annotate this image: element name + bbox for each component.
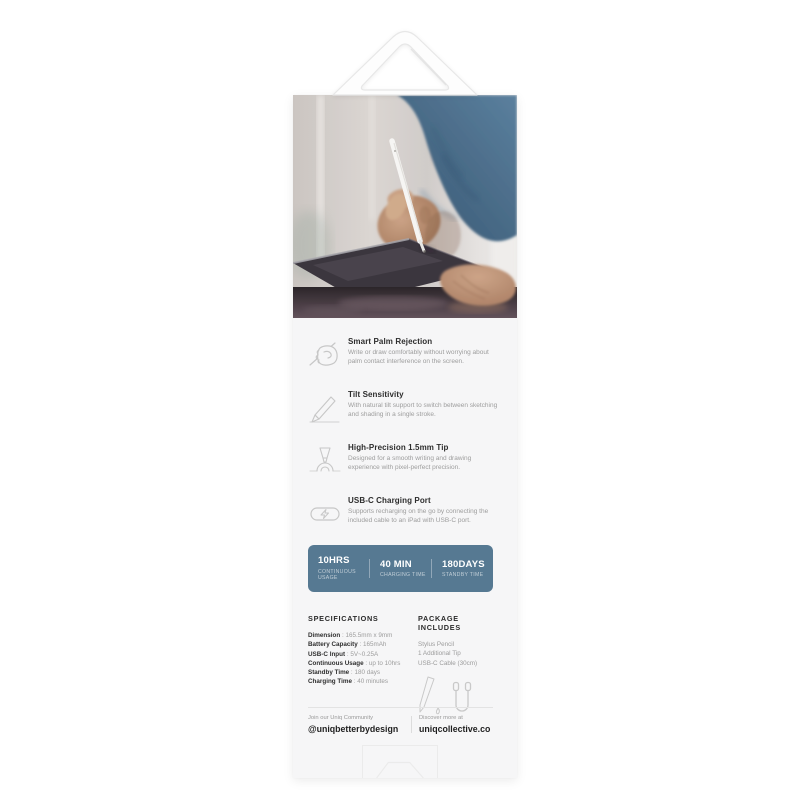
feature-title: USB-C Charging Port <box>348 496 431 505</box>
feature-list <box>308 337 504 549</box>
spec-continuous-usage: Continuous Usage : up to 10hrs <box>308 659 401 667</box>
hang-tab <box>329 29 481 97</box>
stat-standby-time <box>431 559 493 579</box>
stat-value: 10HRS <box>318 555 350 567</box>
stat-label: CONTINUOUS USAGE <box>318 568 356 582</box>
feature-row-tilt <box>308 390 504 430</box>
feature-row-precision-tip <box>308 443 504 483</box>
tuck-flap-outline-icon <box>363 746 437 778</box>
stylus-pencil-icon <box>418 675 442 715</box>
include-additional-tip: 1 Additional Tip <box>418 650 461 658</box>
lifestyle-photo <box>293 95 517 318</box>
hang-tab-icon <box>329 29 481 97</box>
spec-dimension: Dimension : 165.5mm x 9mm <box>308 632 393 639</box>
feature-title: Tilt Sensitivity <box>348 390 404 399</box>
feature-description: Designed for a smooth writing and drawing experience with pixel-perfect precision. <box>348 455 472 471</box>
usbc-icon <box>308 496 348 536</box>
stat-label: CHARGING TIME <box>380 572 426 579</box>
community-footer <box>308 715 504 734</box>
feature-title: High-Precision 1.5mm Tip <box>348 443 449 452</box>
spec-battery-capacity: Battery Capacity : 165mAh <box>308 641 387 649</box>
instagram-handle: @uniqbetterbydesign <box>308 723 399 734</box>
photo-illustration <box>293 95 517 318</box>
community-divider <box>411 716 412 733</box>
feature-description: Write or draw comfortably without worrying about palm contact interference on the screen. <box>348 349 489 365</box>
stat-continuous-usage <box>308 555 369 581</box>
community-right <box>419 715 504 734</box>
spec-charging-time: Charging Time : 40 minutes <box>308 678 389 686</box>
package-includes-heading: PACKAGE INCLUDES <box>418 614 461 632</box>
stat-value: 180DAYS <box>442 558 485 570</box>
community-left <box>308 715 411 734</box>
palm-rejection-icon <box>308 337 348 377</box>
specifications-column <box>308 614 418 715</box>
stats-band <box>308 545 493 592</box>
precision-tip-icon <box>308 443 348 483</box>
tilt-icon <box>308 390 348 430</box>
feature-description: With natural tilt support to switch between sketching and shading in a single stroke. <box>348 402 498 418</box>
spec-usbc-input: USB-C Input : 5V~0.25A <box>308 650 379 658</box>
stylus-box-back-panel <box>293 95 517 778</box>
specs-section <box>308 614 504 715</box>
usbc-cable-icon <box>451 681 473 715</box>
community-caption: Join our Uniq Community <box>308 715 374 721</box>
feature-title: Smart Palm Rejection <box>348 337 433 346</box>
package-includes-column <box>418 614 504 715</box>
feature-description: Supports recharging on the go by connecting the included cable to an iPad with USB-C port. <box>348 508 489 524</box>
feature-row-usbc <box>308 496 504 536</box>
feature-row-palm-rejection <box>308 337 504 377</box>
stat-label: STANDBY TIME <box>442 572 484 579</box>
specifications-heading: SPECIFICATIONS <box>308 614 379 623</box>
include-stylus-pencil: Stylus Pencil <box>418 641 455 648</box>
include-icons <box>418 675 504 715</box>
include-usbc-cable: USB-C Cable (30cm) <box>418 659 478 667</box>
stat-value: 40 MIN <box>380 558 412 570</box>
bottom-tuck-flap <box>362 745 438 778</box>
website-caption: Discover more at <box>419 715 463 721</box>
spec-standby-time: Standby Time : 180 days <box>308 669 380 677</box>
stat-charging-time <box>369 559 431 579</box>
website-url: uniqcollective.co <box>419 723 491 734</box>
footer-divider <box>308 707 493 708</box>
